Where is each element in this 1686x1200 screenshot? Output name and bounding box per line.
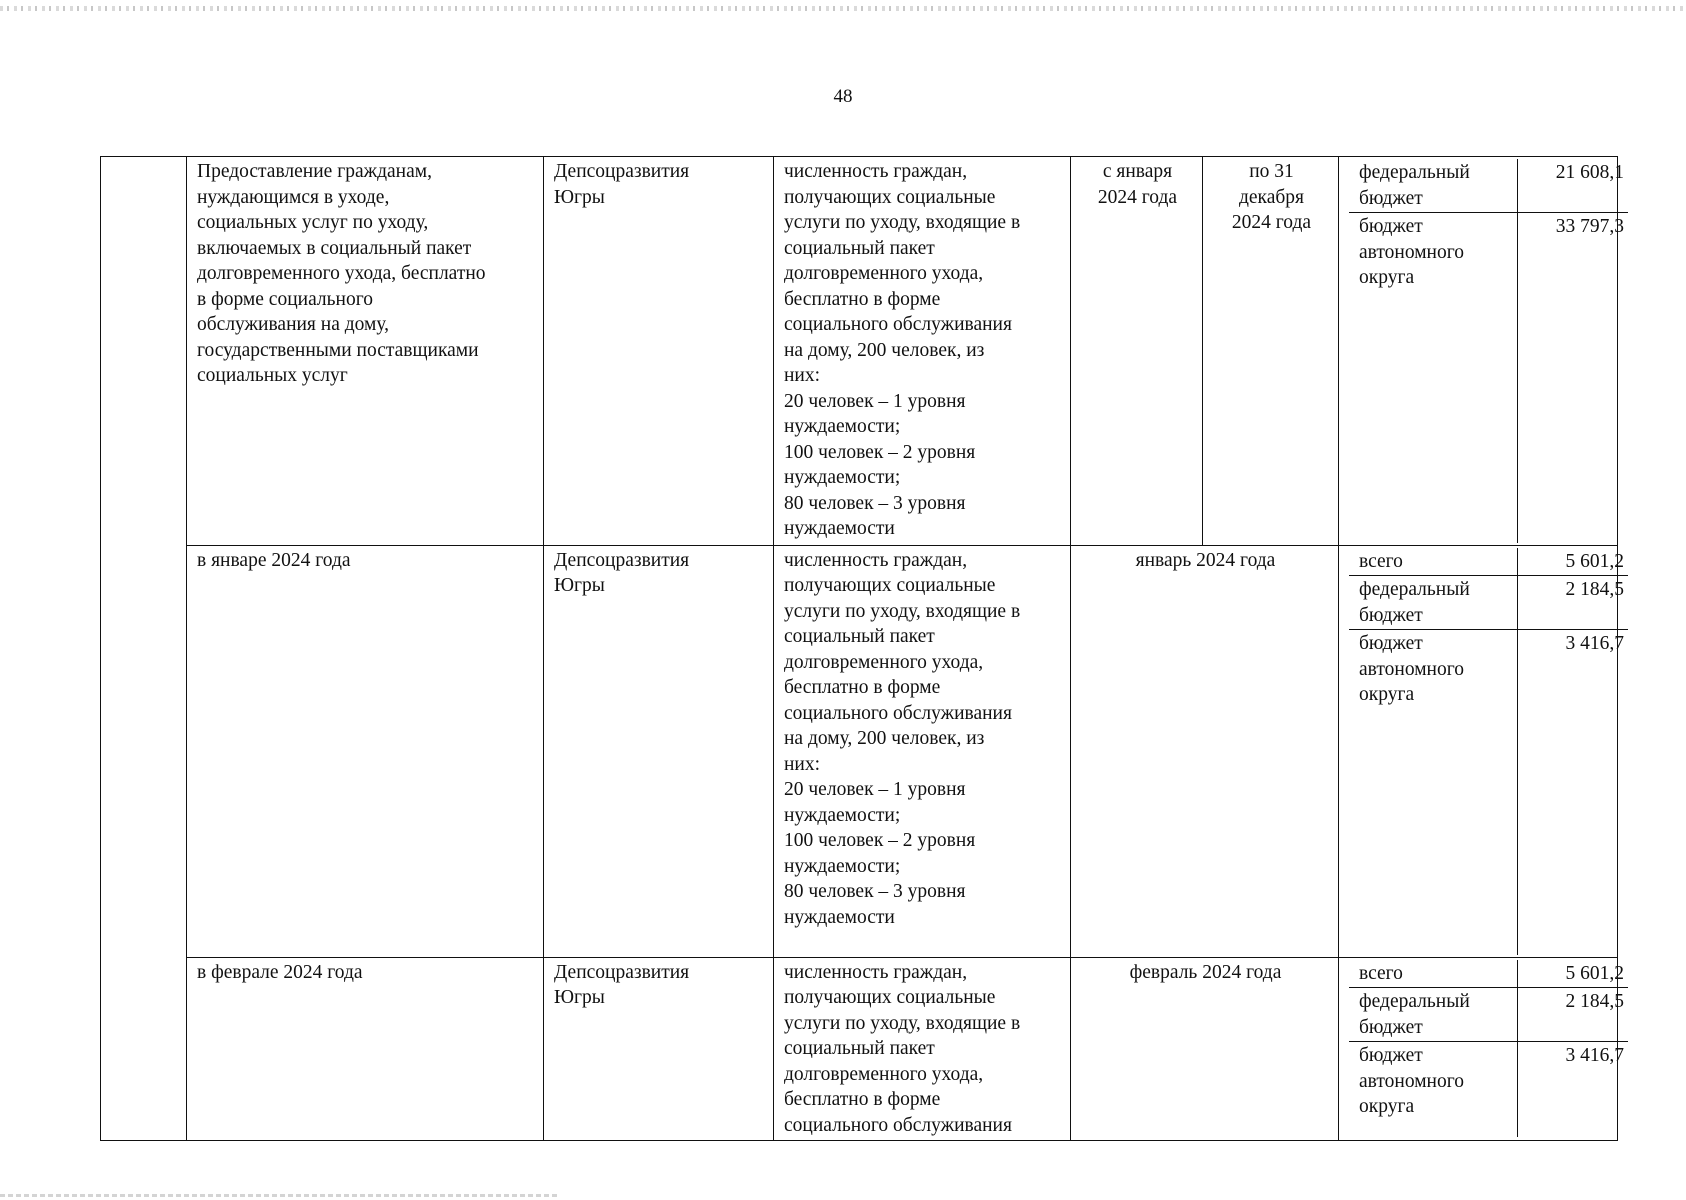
finance-row bbox=[1349, 213, 1628, 543]
finance-row bbox=[1349, 576, 1628, 630]
finance-source: федеральный бюджет bbox=[1349, 576, 1517, 630]
executor-cell: Депсоцразвития Югры bbox=[544, 545, 774, 957]
finance-cell bbox=[1339, 545, 1624, 957]
finance-source: федеральный бюджет bbox=[1359, 162, 1470, 209]
indicator-cell: численность граждан, получающих социальные услуги по уходу, входящие в социальный пакет долговременного ухода, бесплатно в форме социального обслуживания на дому, 200 человек, из них: 20 человек – 1 уровня нуждаемости; 100 человек – 2 уровня нуждаемости; 80 человек – 3 уровня нуждаемости bbox=[774, 157, 1071, 546]
finance-row bbox=[1349, 1042, 1628, 1137]
finance-amount: 33 797,3 bbox=[1517, 213, 1628, 543]
activity-name-cell: Предоставление гражданам, нуждающимся в уходе, социальных услуг по уходу, включаемых в социальный пакет долговременного ухода, бесплатно в форме социального обслуживания на дому, государственными поставщиками социальных услуг bbox=[187, 157, 544, 546]
scan-artifact-bottom bbox=[0, 1194, 560, 1197]
finance-amount: 21 608,1 bbox=[1517, 159, 1628, 213]
finance-row bbox=[1349, 630, 1628, 955]
finance-cell bbox=[1339, 157, 1624, 546]
activity-name-cell: в феврале 2024 года bbox=[187, 957, 544, 1141]
end-date-cell: по 31 декабря 2024 года bbox=[1203, 157, 1339, 546]
executor-cell: Депсоцразвития Югры bbox=[544, 157, 774, 546]
finance-source: бюджет автономного округа bbox=[1349, 630, 1517, 955]
finance-amount: 5 601,2 bbox=[1517, 960, 1628, 988]
table-row bbox=[101, 545, 1618, 957]
executor-cell: Депсоцразвития Югры bbox=[544, 957, 774, 1141]
finance-row bbox=[1349, 960, 1628, 988]
finance-source: всего bbox=[1359, 962, 1403, 984]
finance-row bbox=[1349, 159, 1628, 213]
finance-source: всего bbox=[1359, 550, 1403, 572]
finance-amount: 3 416,7 bbox=[1517, 630, 1628, 955]
indicator-cell: численность граждан, получающих социальные услуги по уходу, входящие в социальный пакет долговременного ухода, бесплатно в форме социального обслуживания на дому, 200 человек, из них: 20 человек – 1 уровня нуждаемости; 100 человек – 2 уровня нуждаемости; 80 человек – 3 уровня нуждаемости bbox=[774, 545, 1071, 957]
table-row bbox=[101, 157, 1618, 546]
table-row bbox=[101, 957, 1618, 1141]
finance-amount: 2 184,5 bbox=[1517, 988, 1628, 1042]
finance-source: федеральный бюджет bbox=[1349, 988, 1517, 1042]
start-date-cell: с января 2024 года bbox=[1071, 157, 1203, 546]
finance-amount: 5 601,2 bbox=[1517, 548, 1628, 576]
period-cell: январь 2024 года bbox=[1071, 545, 1339, 957]
scan-artifact-top bbox=[0, 6, 1686, 11]
finance-cell bbox=[1339, 957, 1624, 1141]
row-number-cell bbox=[101, 157, 187, 1141]
finance-source: бюджет автономного округа bbox=[1349, 213, 1517, 543]
finance-amount: 2 184,5 bbox=[1517, 576, 1628, 630]
finance-amount: 3 416,7 bbox=[1517, 1042, 1628, 1137]
page-number: 48 bbox=[833, 86, 853, 107]
period-cell: февраль 2024 года bbox=[1071, 957, 1339, 1141]
finance-source: бюджет автономного округа bbox=[1349, 1042, 1517, 1137]
finance-row bbox=[1349, 548, 1628, 576]
finance-row bbox=[1349, 988, 1628, 1042]
activities-table bbox=[100, 156, 1624, 1141]
activity-name-cell: в январе 2024 года bbox=[187, 545, 544, 957]
indicator-cell: численность граждан, получающих социальные услуги по уходу, входящие в социальный пакет долговременного ухода, бесплатно в форме социального обслуживания bbox=[774, 957, 1071, 1141]
